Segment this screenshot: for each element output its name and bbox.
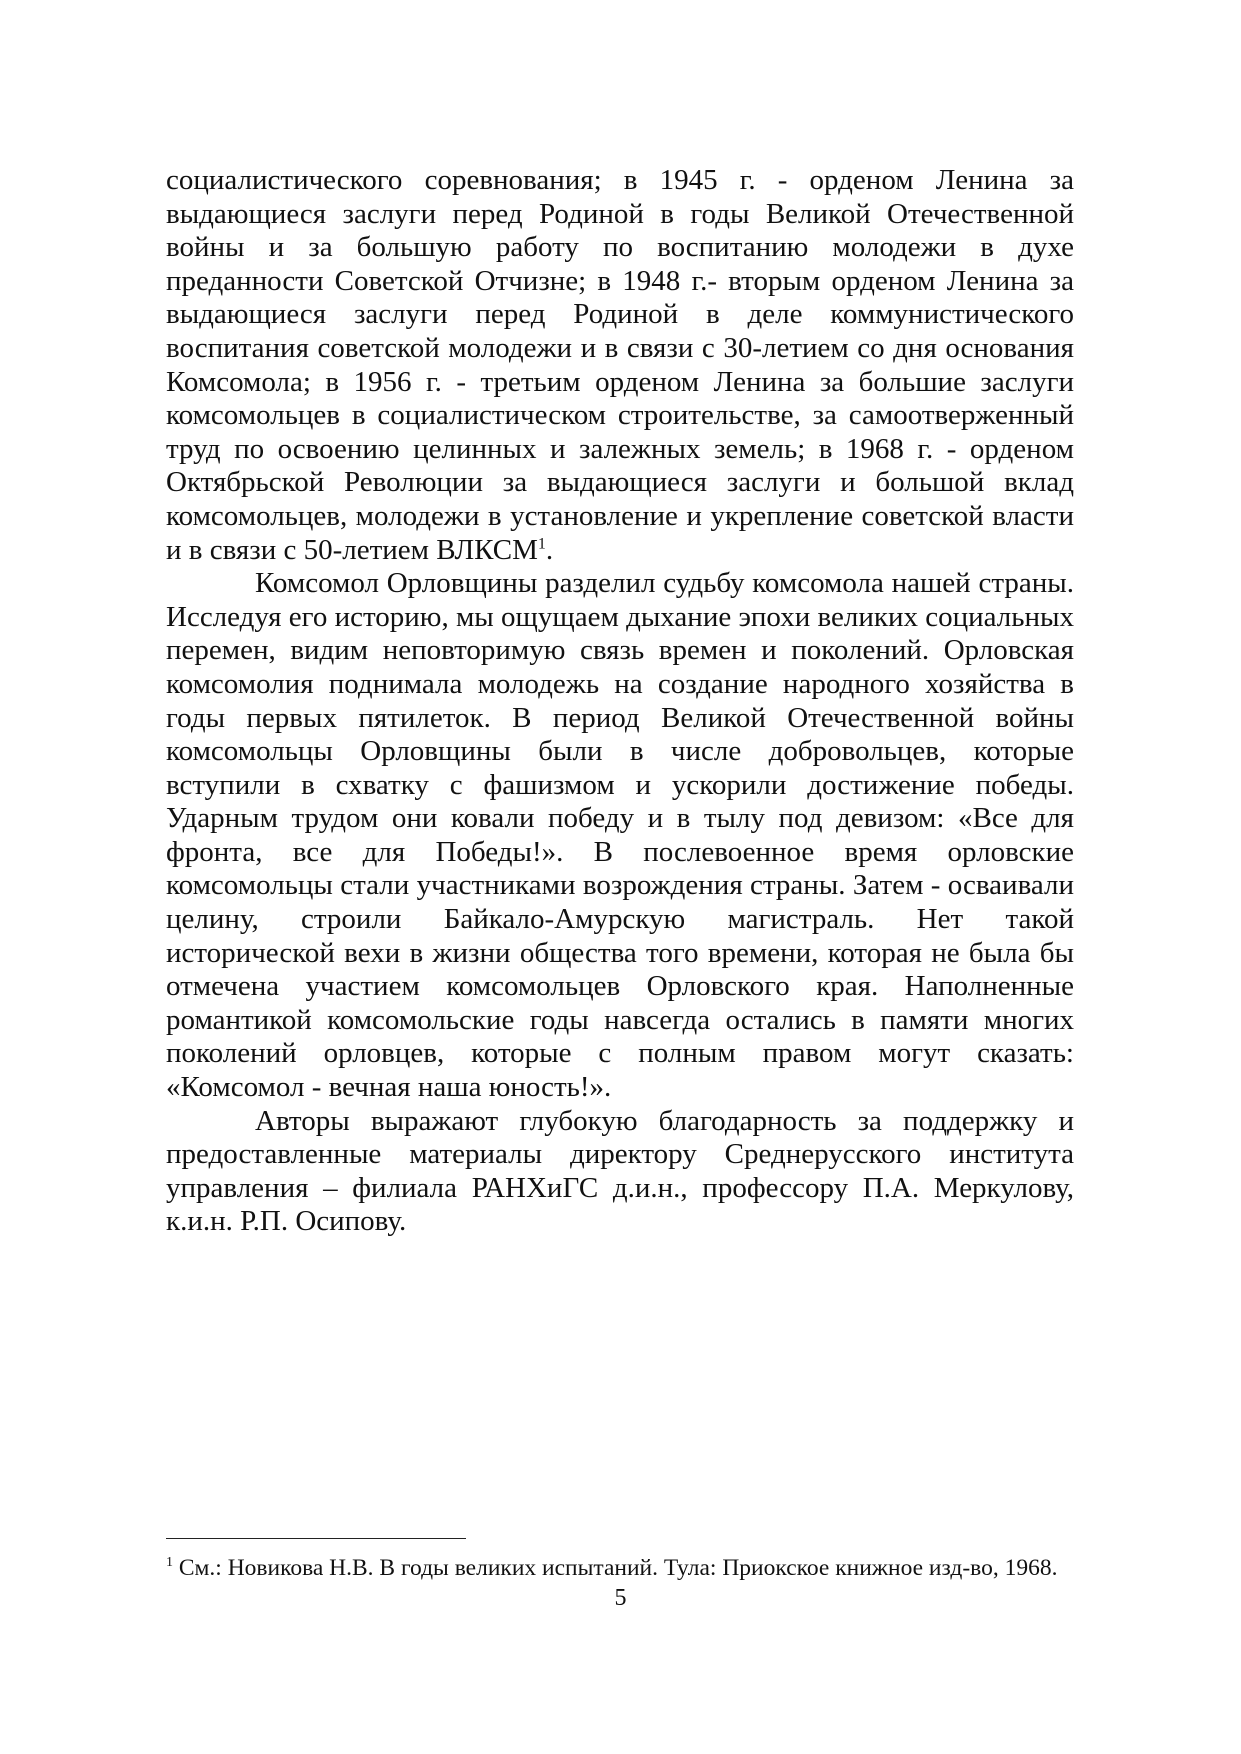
paragraph-3: Авторы выражают глубокую благодарность за поддержку и предоставленные материалы директору Среднерусского института управления – филиала РАНХиГС д.и.н., профессору П.А. Меркулову, к.и.н. Р.П. Осипову. [166, 1104, 1074, 1238]
paragraph-1-tail: . [545, 533, 554, 566]
footnote [166, 1554, 1086, 1582]
footnote-text: См.: Новикова Н.В. В годы великих испытаний. Тула: Приокское книжное изд-во, 1968. [173, 1555, 1058, 1581]
paragraph-1-text: социалистического соревнования; в 1945 г. - орденом Ленина за выдающиеся заслуги перед Родиной в годы Великой Отечественной войны и за большую работу по воспитанию молодежи в духе преданности Советской Отчизне; в 1948 г.- вторым орденом Ленина за выдающиеся заслуги перед Родиной в деле коммунистического воспитания советской молодежи и в связи с 30-летием со дня основания Комсомола; в 1956 г. - третьим орденом Ленина за большие заслуги комсомольцев в социалистическом строительстве, за самоотверженный труд по освоению целинных и залежных земель; в 1968 г. - орденом Октябрьской Революции за выдающиеся заслуги и большой вклад комсомольцев, молодежи в установление и укрепление советской власти и в связи с 50-летием ВЛКСМ [166, 164, 1074, 566]
page-number: 5 [614, 1585, 627, 1611]
footnote-separator [166, 1538, 466, 1539]
main-text [166, 164, 1074, 1239]
paragraph-1 [166, 164, 1074, 567]
paragraph-2: Комсомол Орловщины разделил судьбу комсомола нашей страны. Исследуя его историю, мы ощущаем дыхание эпохи великих социальных перемен, видим неповторимую связь времен и поколений. Орловская комсомолия поднимала молодежь на создание народного хозяйства в годы первых пятилеток. В период Великой Отечественной войны комсомольцы Орловщины были в числе добровольцев, которые вступили в схватку с фашизмом и ускорили достижение победы. Ударным трудом они ковали победу и в тылу под девизом: «Все для фронта, все для Победы!». В послевоенное время орловские комсомольцы стали участниками возрождения страны. Затем - осваивали целину, строили Байкало-Амурскую магистраль. Нет такой исторической вехи в жизни общества того времени, которая не была бы отмечена участием комсомольцев Орловского края. Наполненные романтикой комсомольские годы навсегда остались в памяти многих поколений орловцев, которые с полным правом могут сказать: «Комсомол - вечная наша юность!». [166, 567, 1074, 1104]
footnote-marker: 1 [166, 1555, 173, 1571]
footnote-reference[interactable]: 1 [537, 534, 546, 552]
